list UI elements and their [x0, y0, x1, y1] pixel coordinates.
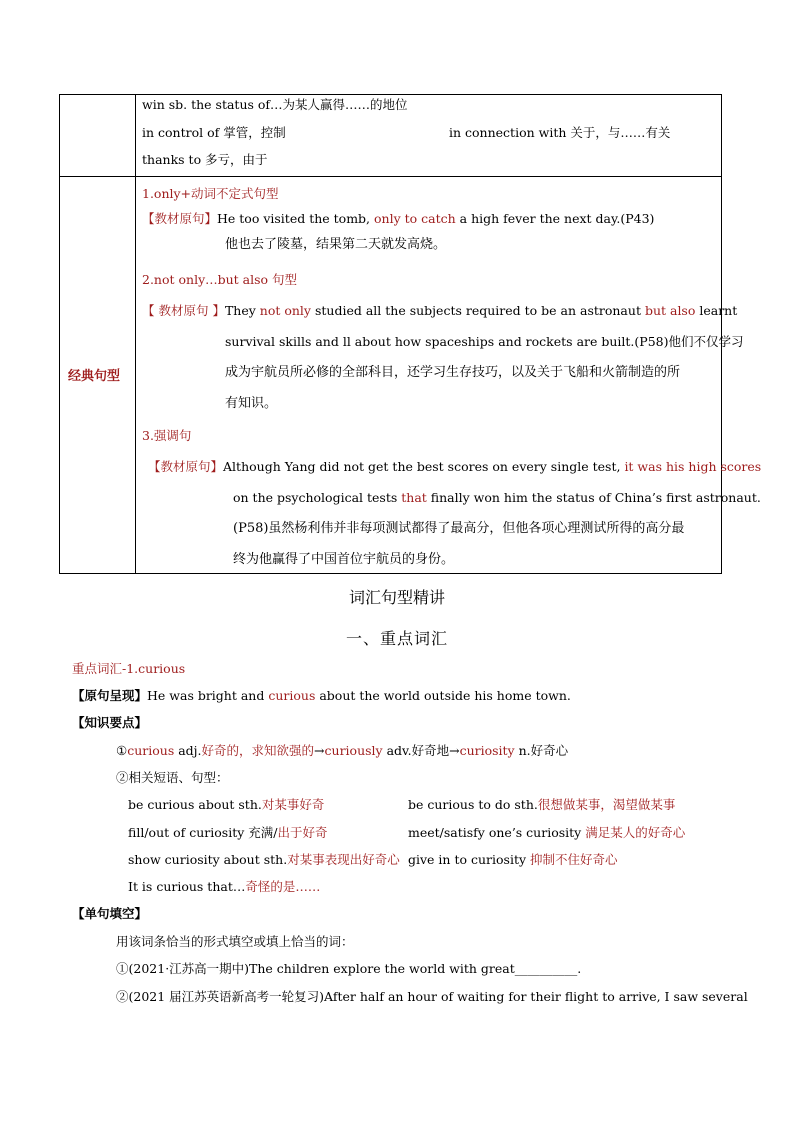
sentence-3-line-4: 终为他赢得了中国首位宇航员的身份。 [233, 552, 455, 567]
vocab-heading: 重点词汇-1.curious [72, 661, 186, 676]
highlight: it was his high scores [624, 459, 762, 474]
phrase-item: be curious to do sth.很想做某事，渴望做某事 [408, 797, 676, 812]
phrase-item: fill/out of curiosity 充满/出于好奇 [128, 825, 328, 840]
point-1: ①curious adj.好奇的，求知欲强的→curiously adv.好奇地→curiosity n.好奇心 [116, 743, 569, 758]
phrase-in-connection: in connection with 关于，与……有关 [449, 125, 671, 140]
phrase-thanks-to: thanks to 多亏，由于 [142, 152, 268, 167]
point-2: ②相关短语、句型： [116, 770, 229, 785]
sentence-heading-2: 2.not only…but also 句型 [142, 272, 298, 287]
highlight: but also [644, 303, 696, 318]
phrase-item: It is curious that…奇怪的是…… [128, 879, 321, 894]
exercise-question-2: ②(2021 届江苏英语新高考一轮复习)After half an hour of waiting for their flight to arrive, I saw several [116, 989, 748, 1004]
phrase-item: meet/satisfy one’s curiosity 满足某人的好奇心 [408, 825, 686, 840]
textbook-tag: 【教材原句】 [148, 459, 224, 474]
exercise-instruction: 用该词条恰当的形式填空或填上恰当的词： [116, 934, 354, 949]
table-label-cell [60, 95, 136, 177]
sentence-3-line-3: (P58)虽然杨利伟并非每项测试都得了最高分，但他各项心理测试所得的高分最 [233, 521, 685, 536]
translation-1: 他也去了陵墓，结果第二天就发高烧。 [225, 237, 447, 252]
phrase-item: give in to curiosity 抑制不住好奇心 [408, 852, 618, 867]
highlight: curious [268, 688, 316, 703]
textbook-tag: 【教材原句】 [142, 211, 218, 226]
exercise-question-1: ①(2021·江苏高一期中)The children explore the world with great__________. [116, 961, 582, 976]
textbook-sentence-1: 【教材原句】He too visited the tomb, only to catch a high fever the next day.(P43) [142, 211, 655, 226]
phrase-in-control: in control of 掌管，控制 [142, 125, 286, 140]
row-label-classic-sentences: 经典句型 [68, 369, 121, 384]
highlight: not only [259, 303, 311, 318]
section-tag: 【原句呈现】 [72, 688, 148, 703]
original-sentence: 【原句呈现】He was bright and curious about the world outside his home town. [72, 688, 571, 703]
textbook-tag: 【 教材原句 】 [142, 303, 225, 318]
sentence-2-line-3: 成为宇航员所必修的全部科目，还学习生存技巧，以及关于飞船和火箭制造的所 [225, 365, 681, 380]
highlight: that [401, 490, 427, 505]
section-tag: 【知识要点】 [72, 715, 148, 730]
textbook-sentence-2: 【 教材原句 】They not only studied all the subjects required to be an astronaut but also learnt [142, 303, 738, 318]
subsection-title: 一、重点词汇 [345, 629, 448, 648]
sentence-2-line-2: survival skills and ll about how spaceships and rockets are built.(P58)他们不仅学习 [225, 334, 744, 349]
textbook-sentence-3: 【教材原句】Although Yang did not get the best scores on every single test, it was his high scores [148, 459, 762, 474]
phrase-win-status: win sb. the status of…为某人赢得……的地位 [142, 97, 408, 112]
phrase-item: show curiosity about sth.对某事表现出好奇心 [128, 852, 400, 867]
section-tag: 【单句填空】 [72, 906, 148, 921]
sentence-3-line-2: on the psychological tests that finally won him the status of China’s first astronaut. [233, 490, 761, 505]
sentence-2-line-4: 有知识。 [225, 396, 278, 411]
sentence-heading-3: 3.强调句 [142, 428, 192, 443]
sentence-heading-1: 1.only+动词不定式句型 [142, 186, 279, 201]
highlight: only to catch [374, 211, 456, 226]
phrase-item: be curious about sth.对某事好奇 [128, 797, 325, 812]
section-title: 词汇句型精讲 [348, 588, 445, 607]
